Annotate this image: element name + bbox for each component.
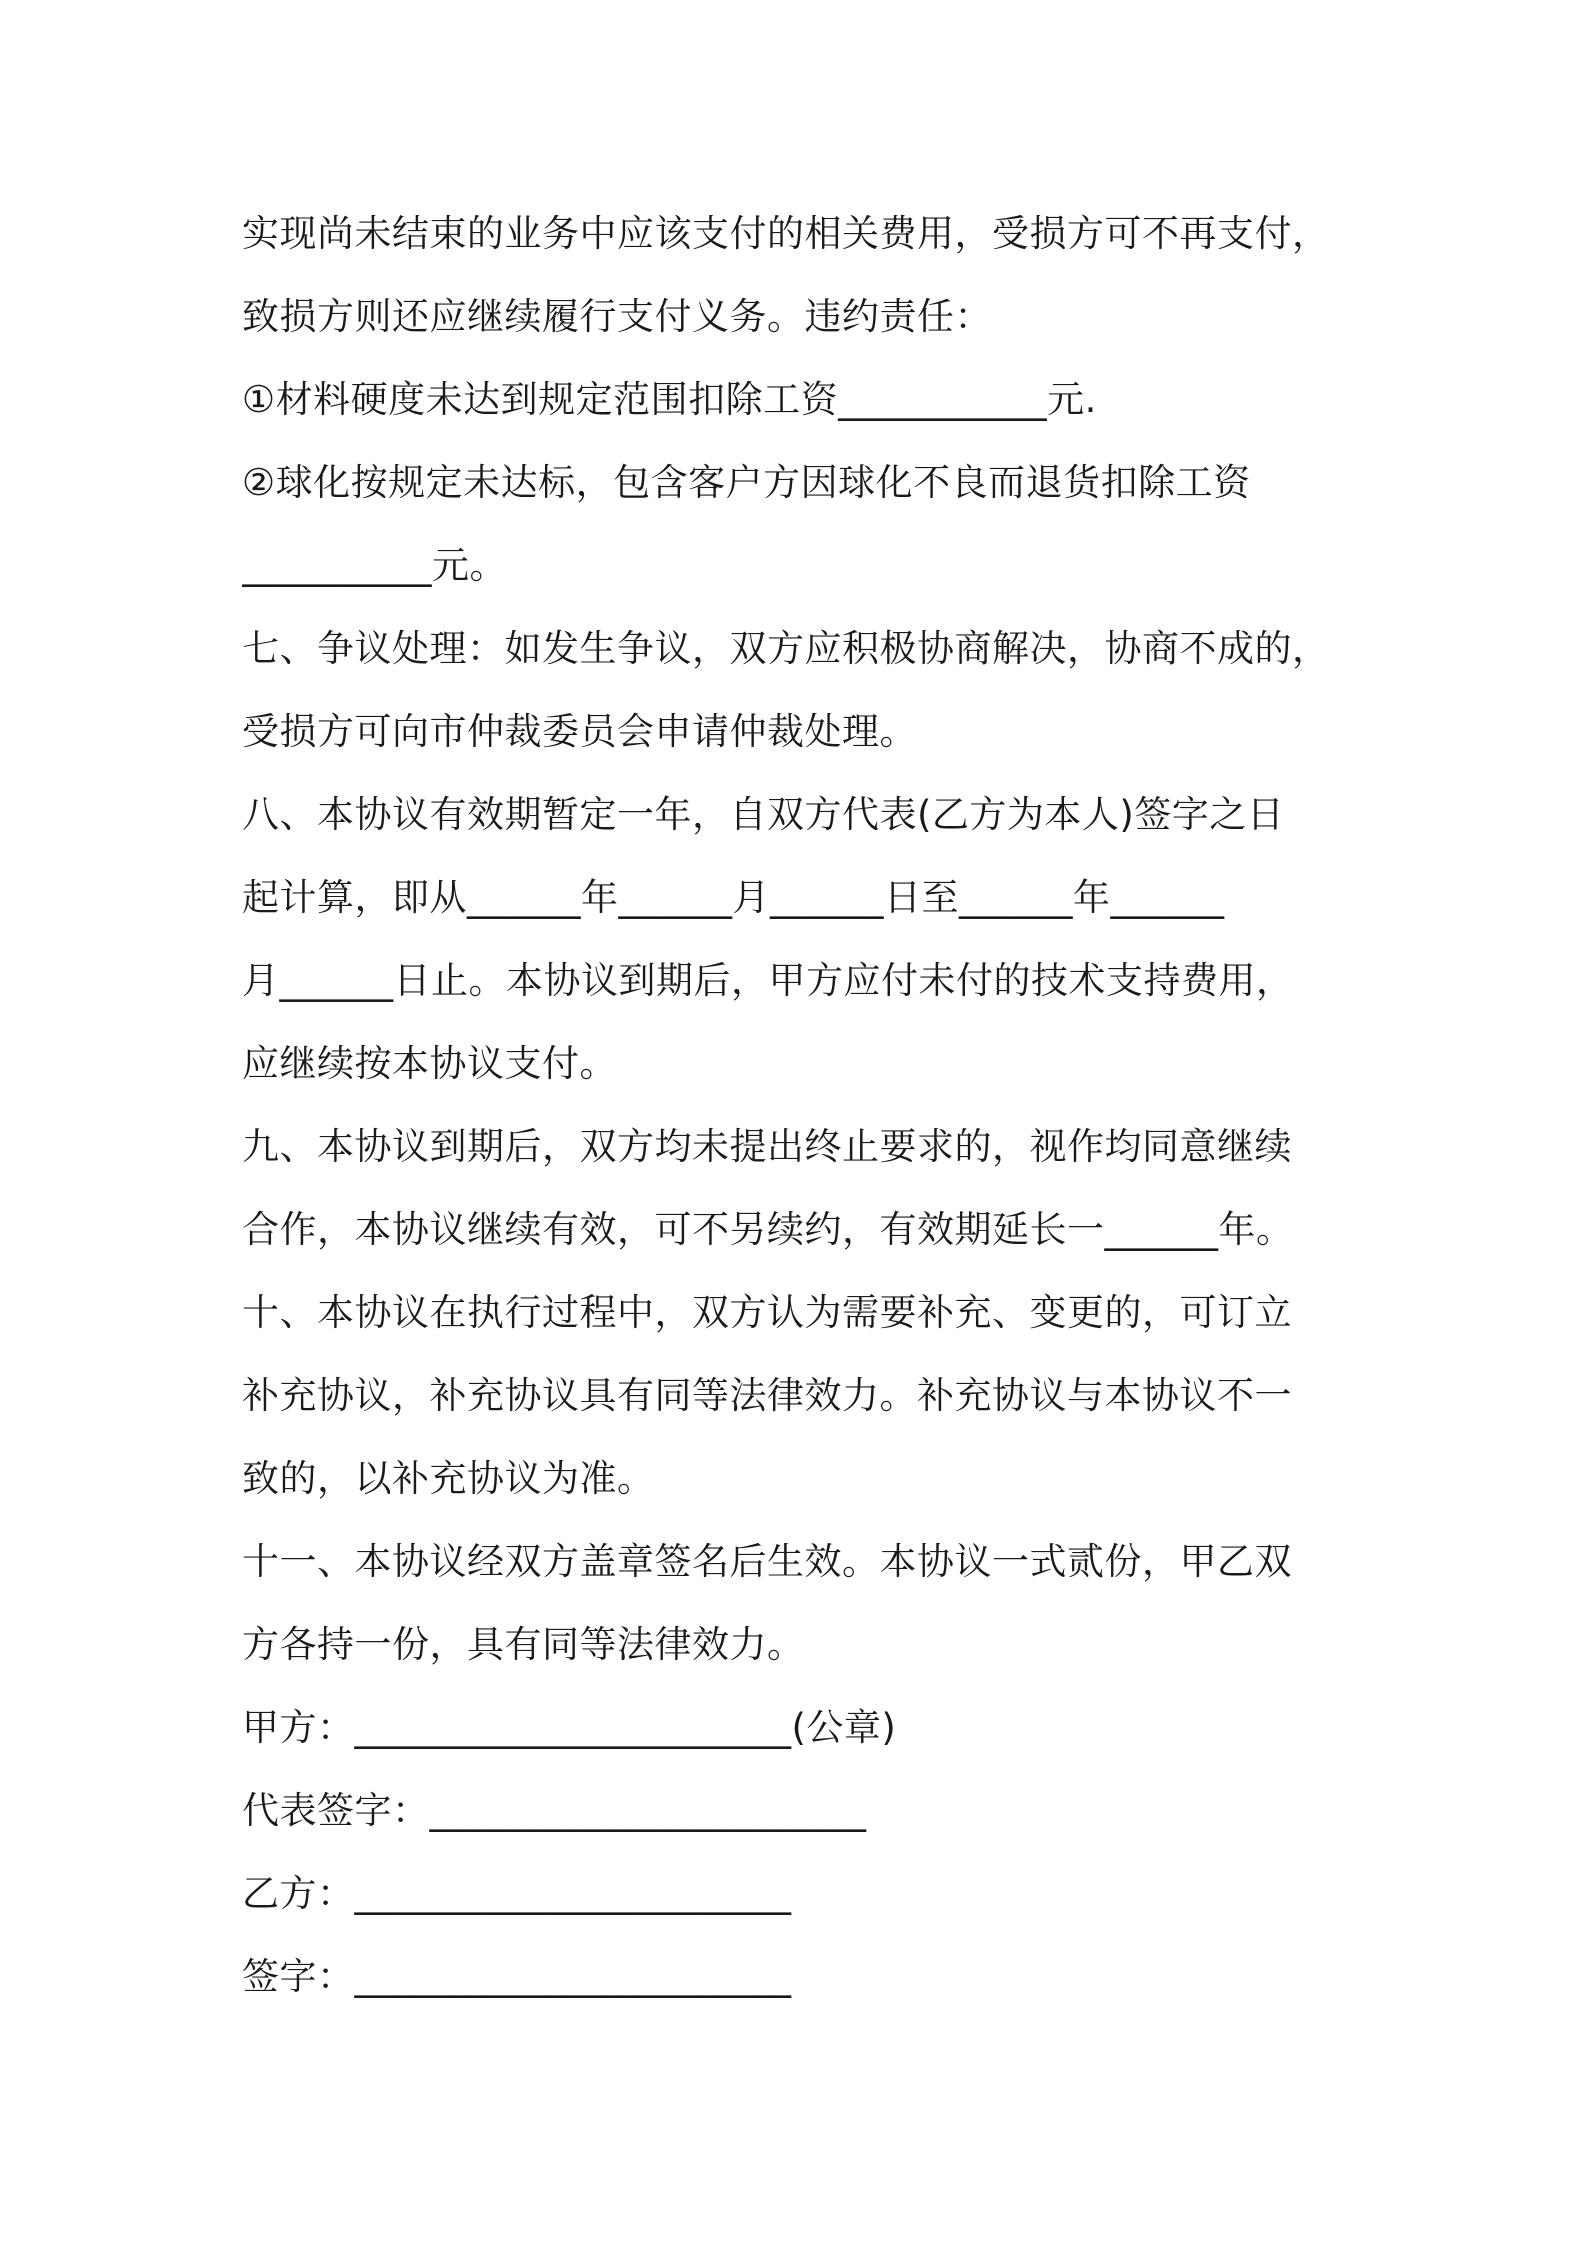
- signature-line: 签字：_______________________: [242, 1955, 792, 1998]
- text-line: 七、争议处理：如发生争议，双方应积极协商解决，协商不成的，: [242, 627, 1330, 670]
- text-line: 应继续按本协议支付。: [242, 1042, 617, 1085]
- text-line: 致损方则还应继续履行支付义务。违约责任：: [242, 295, 992, 338]
- text-line: 致的，以补充协议为准。: [242, 1457, 655, 1500]
- text-line: 补充协议，补充协议具有同等法律效力。补充协议与本协议不一: [242, 1374, 1292, 1417]
- text-line: 实现尚未结束的业务中应该支付的相关费用，受损方可不再支付，: [242, 212, 1330, 255]
- text-line: 起计算，即从______年______月______日至______年______: [242, 876, 1225, 919]
- text-line: 八、本协议有效期暂定一年，自双方代表(乙方为本人)签字之日: [242, 793, 1285, 836]
- text-line: 方各持一份，具有同等法律效力。: [242, 1623, 805, 1666]
- text-line: 受损方可向市仲裁委员会申请仲裁处理。: [242, 710, 917, 753]
- text-line: 十一、本协议经双方盖章签名后生效。本协议一式贰份，甲乙双: [242, 1540, 1292, 1583]
- text-line: __________元。: [242, 544, 507, 587]
- representative-signature-line: 代表签字：_______________________: [242, 1789, 867, 1832]
- text-line: 合作，本协议继续有效，可不另续约，有效期延长一______年。: [242, 1208, 1294, 1251]
- text-line: 月______日止。本协议到期后，甲方应付未付的技术支持费用，: [242, 959, 1294, 1002]
- text-line: ②球化按规定未达标，包含客户方因球化不良而退货扣除工资: [242, 461, 1251, 504]
- text-line: ①材料硬度未达到规定范围扣除工资___________元.: [242, 378, 1097, 421]
- text-line: 十、本协议在执行过程中，双方认为需要补充、变更的，可订立: [242, 1291, 1292, 1334]
- text-line: 九、本协议到期后，双方均未提出终止要求的，视作均同意继续: [242, 1125, 1292, 1168]
- party-a-line: 甲方：_______________________(公章): [242, 1706, 897, 1749]
- document-body: [242, 192, 1367, 2018]
- party-b-line: 乙方：_______________________: [242, 1872, 792, 1915]
